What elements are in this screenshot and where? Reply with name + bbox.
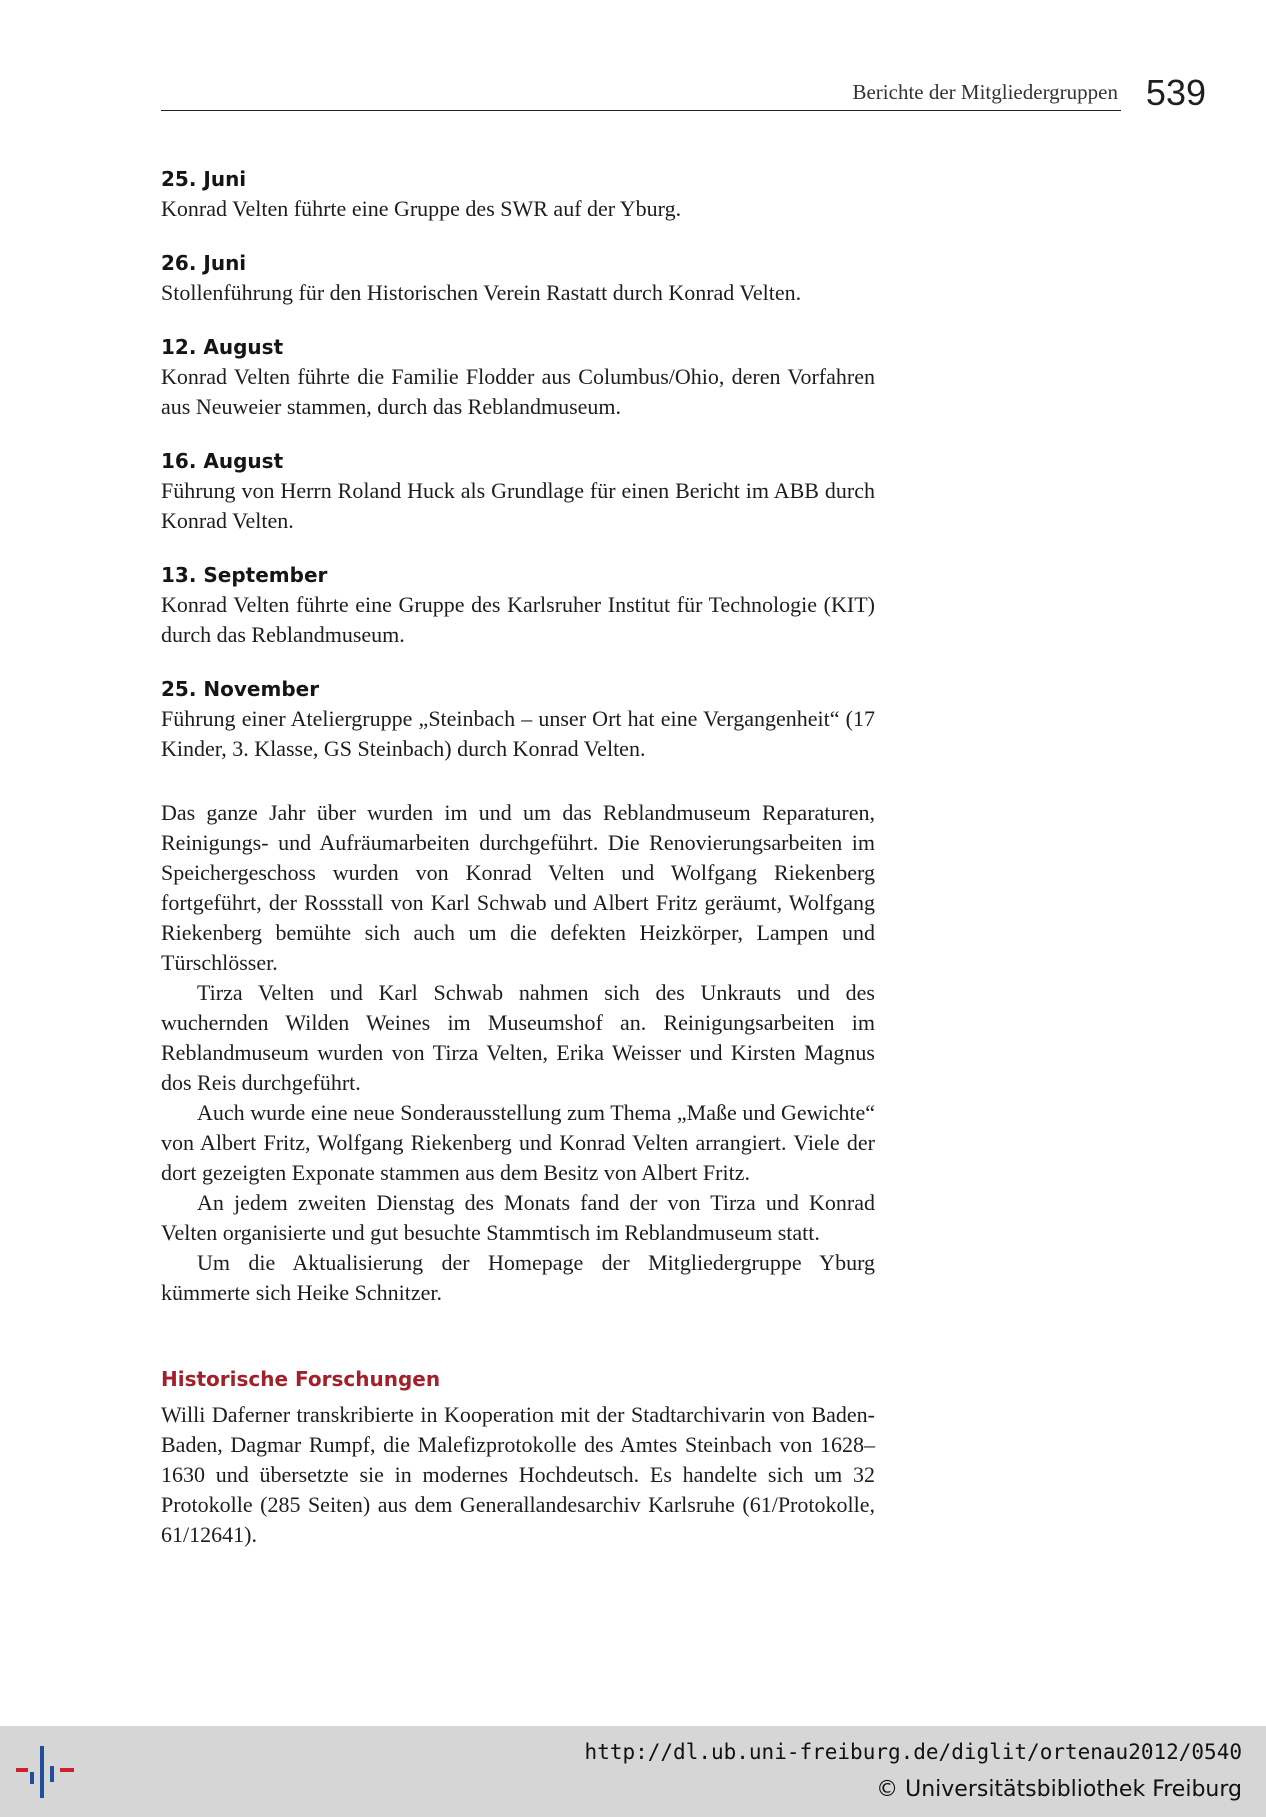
- copyright-notice: © Universitätsbibliothek Freiburg: [876, 1777, 1242, 1802]
- page-body: [161, 164, 875, 1550]
- paragraph: Auch wurde eine neue Sonderausstellung zum Thema „Maße und Gewichte“ von Albert Fritz, Wolfgang Riekenberg und Konrad Velten arrangiert. Viele der dort gezeigten Exponate stammen aus dem Besitz von Albert Fritz.: [161, 1100, 875, 1185]
- event-entry: [161, 164, 875, 224]
- event-entry: [161, 332, 875, 422]
- event-text: Konrad Velten führte die Familie Flodder aus Columbus/Ohio, deren Vorfahren aus Neuweier stammen, durch das Reblandmuseum.: [161, 364, 875, 419]
- running-head-title: Berichte der Mitgliedergruppen: [852, 80, 1118, 104]
- paragraph: An jedem zweiten Dienstag des Monats fand der von Tirza und Konrad Velten organisierte und gut besuchte Stammtisch im Reblandmuseum statt.: [161, 1190, 875, 1245]
- event-text: Führung von Herrn Roland Huck als Grundlage für einen Bericht im ABB durch Konrad Velten.: [161, 478, 875, 533]
- section-heading: Historische Forschungen: [161, 1367, 441, 1391]
- page-number: 539: [1145, 72, 1206, 113]
- event-date: 16. August: [161, 449, 284, 473]
- event-entry: [161, 560, 875, 650]
- ub-freiburg-logo-icon: [16, 1740, 80, 1804]
- event-date: 26. Juni: [161, 251, 247, 275]
- event-text: Konrad Velten führte eine Gruppe des Karlsruher Institut für Technologie (KIT) durch das Reblandmuseum.: [161, 592, 875, 647]
- paragraph: Tirza Velten und Karl Schwab nahmen sich des Unkrauts und des wuchernden Wilden Weines im Museumshof an. Reinigungsarbeiten im Reblandmuseum wurden von Tirza Velten, Erika Weisser und Kirsten Magnus dos Reis durchgeführt.: [161, 980, 875, 1095]
- header-rule: [161, 110, 1121, 111]
- event-date: 25. Juni: [161, 167, 247, 191]
- paragraph: Um die Aktualisierung der Homepage der Mitgliedergruppe Yburg kümmerte sich Heike Schnitzer.: [161, 1250, 875, 1305]
- research-section: [161, 1400, 875, 1550]
- event-date: 13. September: [161, 563, 328, 587]
- event-text: Konrad Velten führte eine Gruppe des SWR auf der Yburg.: [161, 196, 682, 221]
- source-url-link[interactable]: http://dl.ub.uni-freiburg.de/diglit/ortenau2012/0540: [584, 1740, 1242, 1764]
- event-entry: [161, 446, 875, 536]
- event-text: Führung einer Ateliergruppe „Steinbach – unser Ort hat eine Vergangenheit“ (17 Kinder, 3. Klasse, GS Steinbach) durch Konrad Velten.: [161, 706, 875, 761]
- event-date: 12. August: [161, 335, 284, 359]
- event-date: 25. November: [161, 677, 320, 701]
- footer-bar: [0, 1726, 1266, 1817]
- activity-report: [161, 798, 875, 1308]
- paragraph: Das ganze Jahr über wurden im und um das Reblandmuseum Reparaturen, Reinigungs- und Aufräumarbeiten durchgeführt. Die Renovierungsarbeiten im Speichergeschoss wurden von Konrad Velten und Wolfgang Riekenberg fortgeführt, der Rossstall von Karl Schwab und Albert Fritz geräumt, Wolfgang Riekenberg bemühte sich auch um die defekten Heizkörper, Lampen und Türschlösser.: [161, 800, 875, 975]
- event-entry: [161, 674, 875, 764]
- running-head: [161, 74, 1206, 114]
- paragraph: Willi Daferner transkribierte in Kooperation mit der Stadtarchivarin von Baden-Baden, Dagmar Rumpf, die Malefizprotokolle des Amtes Steinbach von 1628–1630 und übersetzte sie in modernes Hochdeutsch. Es handelte sich um 32 Protokolle (285 Seiten) aus dem Generallandesarchiv Karlsruhe (61/Protokolle, 61/12641).: [161, 1402, 875, 1547]
- event-entry: [161, 248, 875, 308]
- event-text: Stollenführung für den Historischen Verein Rastatt durch Konrad Velten.: [161, 280, 802, 305]
